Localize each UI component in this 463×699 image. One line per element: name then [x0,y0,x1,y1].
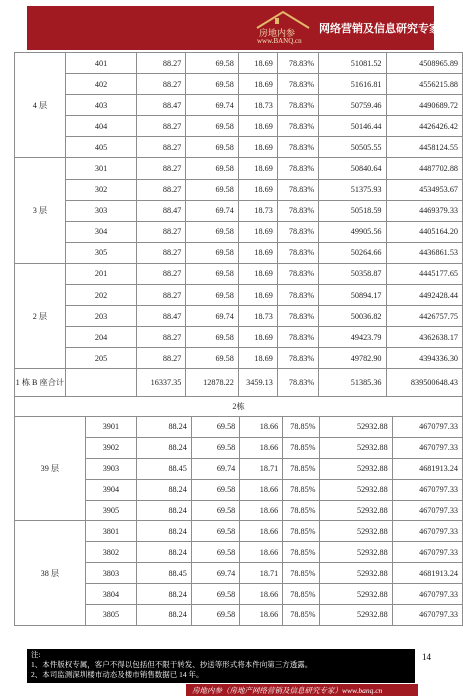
unit-price: 52932.88 [320,500,392,521]
shared-area: 18.66 [240,479,283,500]
building-area: 88.47 [137,306,186,327]
unit-number: 3902 [85,437,136,458]
total-building-area: 16337.35 [137,369,186,397]
unit-number: 3804 [85,584,136,605]
price-table-building-1b [14,52,463,417]
unit-number: 302 [65,179,136,200]
table-row [15,221,463,242]
unit-number: 3901 [85,417,136,438]
total-price: 4445177.65 [386,263,463,284]
unit-price: 52932.88 [320,521,392,542]
total-price: 4405164.20 [386,221,463,242]
footer-brand-text: 房地内参（房地产网络营销及信息研究专家）www.banq.cn [192,686,383,695]
efficiency-rate: 78.85% [283,605,320,626]
shared-area: 18.66 [240,437,283,458]
usable-area: 69.58 [186,53,239,74]
shared-area: 18.66 [240,417,283,438]
efficiency-rate: 78.85% [283,500,320,521]
unit-number: 3803 [85,563,136,584]
table-row [15,327,463,348]
table-row [15,263,463,284]
building-area: 88.47 [137,200,186,221]
total-price: 4426757.75 [386,306,463,327]
header-title: 网络营销及信息研究专家 [319,23,440,35]
table-row [15,158,463,179]
usable-area: 69.58 [191,584,239,605]
shared-area: 18.69 [238,285,277,306]
usable-area: 69.58 [186,74,239,95]
building-area: 88.24 [137,479,192,500]
building-area: 88.27 [137,74,186,95]
unit-price: 49423.79 [319,327,386,348]
total-price: 4469379.33 [386,200,463,221]
building-area: 88.27 [137,348,186,369]
building-area: 88.24 [137,584,192,605]
unit-number: 401 [65,53,136,74]
shared-area: 18.69 [238,116,277,137]
shared-area: 18.66 [240,521,283,542]
usable-area: 69.74 [191,563,239,584]
usable-area: 69.58 [186,116,239,137]
floor-label: 4 层 [15,53,66,158]
building-area: 88.27 [137,116,186,137]
shared-area: 18.66 [240,542,283,563]
footer-notes-label: 注: [31,650,41,659]
unit-price: 50146.44 [319,116,386,137]
unit-number: 305 [65,242,136,263]
total-price: 4681913.24 [392,563,462,584]
usable-area: 69.58 [191,542,239,563]
logo [253,10,313,46]
total-unit-price: 51385.36 [319,369,386,397]
unit-number: 201 [65,263,136,284]
efficiency-rate: 78.83% [277,53,318,74]
table-row [15,306,463,327]
efficiency-rate: 78.83% [277,327,318,348]
unit-price: 50894.17 [319,285,386,306]
floor-label: 3 层 [15,158,66,263]
unit-price: 50505.55 [319,137,386,158]
unit-number: 301 [65,158,136,179]
total-price: 4681913.24 [392,458,462,479]
total-price: 4670797.33 [392,417,462,438]
unit-number: 3805 [85,605,136,626]
total-price: 4490689.72 [386,95,463,116]
usable-area: 69.58 [186,158,239,179]
shared-area: 18.66 [240,584,283,605]
building-area: 88.24 [137,500,192,521]
usable-area: 69.74 [186,306,239,327]
footer-brand-bar [186,684,418,696]
efficiency-rate: 78.83% [277,95,318,116]
unit-price: 52932.88 [320,605,392,626]
unit-number: 404 [65,116,136,137]
unit-number: 3801 [85,521,136,542]
table-row [15,53,463,74]
total-unit-blank [65,369,136,397]
table-row [15,417,463,438]
shared-area: 18.69 [238,263,277,284]
usable-area: 69.58 [186,242,239,263]
usable-area: 69.58 [186,263,239,284]
logo-url: www.BANQ.cn [257,37,302,45]
shared-area: 18.69 [238,158,277,179]
unit-price: 49782.90 [319,348,386,369]
total-usable-area: 12878.22 [186,369,239,397]
total-price: 4458124.55 [386,137,463,158]
usable-area: 69.58 [191,437,239,458]
shared-area: 18.69 [238,53,277,74]
shared-area: 18.66 [240,605,283,626]
efficiency-rate: 78.85% [283,458,320,479]
efficiency-rate: 78.83% [277,137,318,158]
table-row [15,116,463,137]
shared-area: 18.69 [238,327,277,348]
total-price: 4670797.33 [392,500,462,521]
total-shared-area: 3459.13 [238,369,277,397]
unit-number: 204 [65,327,136,348]
unit-number: 3905 [85,500,136,521]
table-row [15,200,463,221]
page-header [27,6,440,50]
building-area: 88.27 [137,158,186,179]
shared-area: 18.73 [238,95,277,116]
unit-price: 52932.88 [320,584,392,605]
unit-number: 3903 [85,458,136,479]
footer-note-1: 1、本件版权专属，客户不得以包括但不限于转发、抄送等形式将本件向第三方透露。 [31,660,313,669]
usable-area: 69.58 [191,479,239,500]
shared-area: 18.69 [238,137,277,158]
efficiency-rate: 78.83% [277,200,318,221]
building-area: 88.27 [137,221,186,242]
building-area: 88.27 [137,263,186,284]
efficiency-rate: 78.83% [277,306,318,327]
shared-area: 18.69 [238,179,277,200]
unit-price: 50518.59 [319,200,386,221]
building-area: 88.45 [137,563,192,584]
efficiency-rate: 78.85% [283,542,320,563]
unit-price: 50036.82 [319,306,386,327]
total-price: 4394336.30 [386,348,463,369]
logo-text: 房地内参 [259,28,296,38]
footer-notes [27,650,415,680]
usable-area: 69.58 [191,521,239,542]
usable-area: 69.58 [191,500,239,521]
total-price: 4556215.88 [386,74,463,95]
total-price: 4508965.89 [386,53,463,74]
building-area: 88.27 [137,242,186,263]
unit-price: 51081.52 [319,53,386,74]
shared-area: 18.69 [238,242,277,263]
efficiency-rate: 78.83% [277,116,318,137]
unit-number: 304 [65,221,136,242]
shared-area: 18.71 [240,563,283,584]
usable-area: 69.58 [191,417,239,438]
table-row [15,137,463,158]
unit-price: 52932.88 [320,563,392,584]
table-row [15,74,463,95]
usable-area: 69.58 [186,179,239,200]
building-area: 88.24 [137,437,192,458]
unit-price: 50840.64 [319,158,386,179]
unit-number: 3802 [85,542,136,563]
building-area: 88.47 [137,95,186,116]
total-efficiency-rate: 78.83% [277,369,318,397]
building-2-title: 2栋 [15,397,463,417]
floor-label: 38 层 [15,521,86,625]
usable-area: 69.58 [186,285,239,306]
building-area: 88.24 [137,605,192,626]
building-area: 88.24 [137,521,192,542]
unit-price: 52932.88 [320,458,392,479]
unit-number: 405 [65,137,136,158]
total-row [15,369,463,397]
efficiency-rate: 78.83% [277,348,318,369]
floor-label: 2 层 [15,263,66,368]
price-table-building-2 [14,416,463,626]
table-row [15,179,463,200]
efficiency-rate: 78.85% [283,437,320,458]
efficiency-rate: 78.83% [277,242,318,263]
footer-note-2: 2、本司监测深圳楼市动态及楼市销售数据已 14 年。 [31,670,204,679]
unit-number: 205 [65,348,136,369]
unit-price: 50358.87 [319,263,386,284]
efficiency-rate: 78.85% [283,479,320,500]
usable-area: 69.74 [186,200,239,221]
unit-price: 52932.88 [320,437,392,458]
unit-price: 49905.56 [319,221,386,242]
table-row [15,521,463,542]
shared-area: 18.69 [238,221,277,242]
efficiency-rate: 78.83% [277,74,318,95]
building-area: 88.27 [137,327,186,348]
building-area: 88.24 [137,542,192,563]
efficiency-rate: 78.83% [277,158,318,179]
total-price: 4670797.33 [392,521,462,542]
total-price: 4426426.42 [386,116,463,137]
page-number: 14 [422,652,431,662]
building-area: 88.24 [137,417,192,438]
total-price: 4436861.53 [386,242,463,263]
building-area: 88.27 [137,137,186,158]
efficiency-rate: 78.85% [283,584,320,605]
floor-label: 39 层 [15,417,86,521]
efficiency-rate: 78.85% [283,521,320,542]
efficiency-rate: 78.83% [277,221,318,242]
total-price: 4492428.44 [386,285,463,306]
efficiency-rate: 78.83% [277,179,318,200]
usable-area: 69.58 [186,348,239,369]
usable-area: 69.58 [191,605,239,626]
total-price: 4670797.33 [392,479,462,500]
total-price: 4670797.33 [392,437,462,458]
unit-price: 50759.46 [319,95,386,116]
shared-area: 18.73 [238,200,277,221]
shared-area: 18.73 [238,306,277,327]
shared-area: 18.71 [240,458,283,479]
unit-number: 203 [65,306,136,327]
unit-number: 202 [65,285,136,306]
total-price: 4362638.17 [386,327,463,348]
building-area: 88.27 [137,285,186,306]
unit-price: 51375.93 [319,179,386,200]
unit-number: 402 [65,74,136,95]
efficiency-rate: 78.85% [283,417,320,438]
total-label: 1 栋 B 座合计 [15,369,66,397]
usable-area: 69.58 [186,221,239,242]
total-price: 4487702.88 [386,158,463,179]
unit-price: 52932.88 [320,417,392,438]
table-row [15,348,463,369]
total-price: 4534953.67 [386,179,463,200]
total-total-price: 839500648.43 [386,369,463,397]
table-row [15,285,463,306]
table-row [15,242,463,263]
total-price: 4670797.33 [392,584,462,605]
building-title-row [15,397,463,417]
unit-number: 303 [65,200,136,221]
unit-price: 52932.88 [320,479,392,500]
table-row [15,95,463,116]
shared-area: 18.69 [238,74,277,95]
usable-area: 69.58 [186,137,239,158]
total-price: 4670797.33 [392,605,462,626]
building-area: 88.27 [137,53,186,74]
building-area: 88.27 [137,179,186,200]
usable-area: 69.74 [191,458,239,479]
unit-number: 3904 [85,479,136,500]
efficiency-rate: 78.85% [283,563,320,584]
building-area: 88.45 [137,458,192,479]
unit-price: 50264.66 [319,242,386,263]
unit-number: 403 [65,95,136,116]
usable-area: 69.58 [186,327,239,348]
total-price: 4670797.33 [392,542,462,563]
unit-price: 51616.81 [319,74,386,95]
efficiency-rate: 78.83% [277,285,318,306]
shared-area: 18.66 [240,500,283,521]
usable-area: 69.74 [186,95,239,116]
shared-area: 18.69 [238,348,277,369]
unit-price: 52932.88 [320,542,392,563]
efficiency-rate: 78.83% [277,263,318,284]
